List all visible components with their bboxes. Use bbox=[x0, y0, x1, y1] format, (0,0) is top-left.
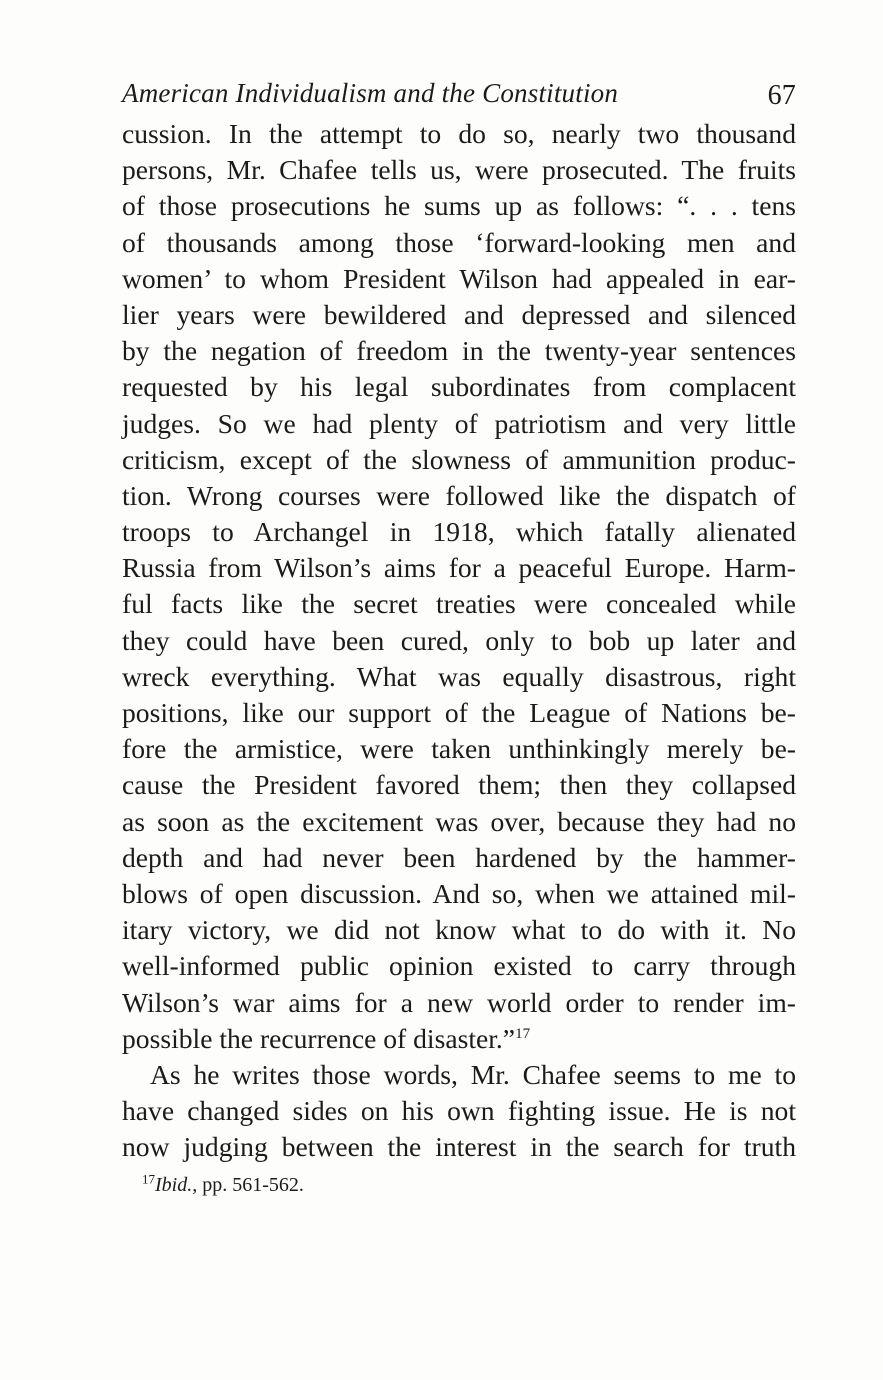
text-line: they could have been cured, only to bob up later and bbox=[122, 624, 796, 656]
text-line: women’ to whom President Wilson had appealed in ear- bbox=[122, 262, 796, 294]
footnote-pages: pp. 561-562. bbox=[197, 1174, 304, 1197]
book-page bbox=[122, 72, 796, 1199]
text-line: as soon as the excitement was over, because they had no bbox=[122, 805, 796, 837]
text-line: have changed sides on his own fighting issue. He is not bbox=[122, 1095, 796, 1127]
text-line-content: possible the recurrence of disaster.” bbox=[122, 1022, 516, 1054]
text-line: wreck everything. What was equally disastrous, right bbox=[122, 660, 796, 692]
page-number: 67 bbox=[767, 80, 796, 111]
text-line: lier years were bewildered and depressed and silenced bbox=[122, 298, 796, 330]
text-line: troops to Archangel in 1918, which fatally alienated bbox=[122, 516, 796, 548]
text-line: now judging between the interest in the search for truth bbox=[122, 1131, 796, 1163]
text-line: fore the armistice, were taken unthinkingly merely be- bbox=[122, 733, 796, 765]
text-line: of thousands among those ‘forward-looking men and bbox=[122, 226, 796, 258]
footnote-number: 17 bbox=[142, 1171, 155, 1187]
footnote-source: Ibid., bbox=[155, 1174, 198, 1197]
text-line: judges. So we had plenty of patriotism and very little bbox=[122, 407, 796, 439]
text-line: positions, like our support of the League of Nations be- bbox=[122, 697, 796, 728]
running-head-title: American Individualism and the Constitution bbox=[122, 78, 619, 108]
text-line: well-informed public opinion existed to carry through bbox=[122, 950, 796, 982]
text-line: persons, Mr. Chafee tells us, were prosecuted. The fruits bbox=[122, 154, 796, 186]
text-line: Russia from Wilson’s aims for a peaceful Europe. Harm- bbox=[122, 552, 796, 584]
text-line: ful facts like the secret treaties were concealed while bbox=[122, 588, 796, 620]
text-line: cause the President favored them; then they collapsed bbox=[122, 769, 796, 801]
text-line: cussion. In the attempt to do so, nearly two thousand bbox=[122, 118, 796, 149]
text-line-last bbox=[122, 1021, 796, 1057]
body-text bbox=[122, 116, 796, 1165]
text-line: As he writes those words, Mr. Chafee seems to me to bbox=[150, 1058, 796, 1090]
text-line: of those prosecutions he sums up as follows: “. . . tens bbox=[122, 190, 796, 222]
paragraph-2 bbox=[122, 1057, 796, 1166]
footnote-reference: 17 bbox=[515, 1025, 531, 1042]
text-line: criticism, except of the slowness of ammunition produc- bbox=[122, 443, 796, 475]
text-line: blows of open discussion. And so, when we attained mil- bbox=[122, 877, 796, 909]
footnote bbox=[122, 1171, 796, 1199]
text-line: depth and had never been hardened by the hammer- bbox=[122, 841, 796, 873]
text-line: by the negation of freedom in the twenty-year sentences bbox=[122, 335, 796, 367]
text-line: Wilson’s war aims for a new world order to render im- bbox=[122, 986, 796, 1018]
running-head bbox=[122, 72, 796, 116]
paragraph-1 bbox=[122, 116, 796, 1057]
text-line: requested by his legal subordinates from complacent bbox=[122, 371, 796, 403]
text-line: itary victory, we did not know what to do with it. No bbox=[122, 914, 796, 946]
text-line: tion. Wrong courses were followed like the dispatch of bbox=[122, 479, 796, 511]
